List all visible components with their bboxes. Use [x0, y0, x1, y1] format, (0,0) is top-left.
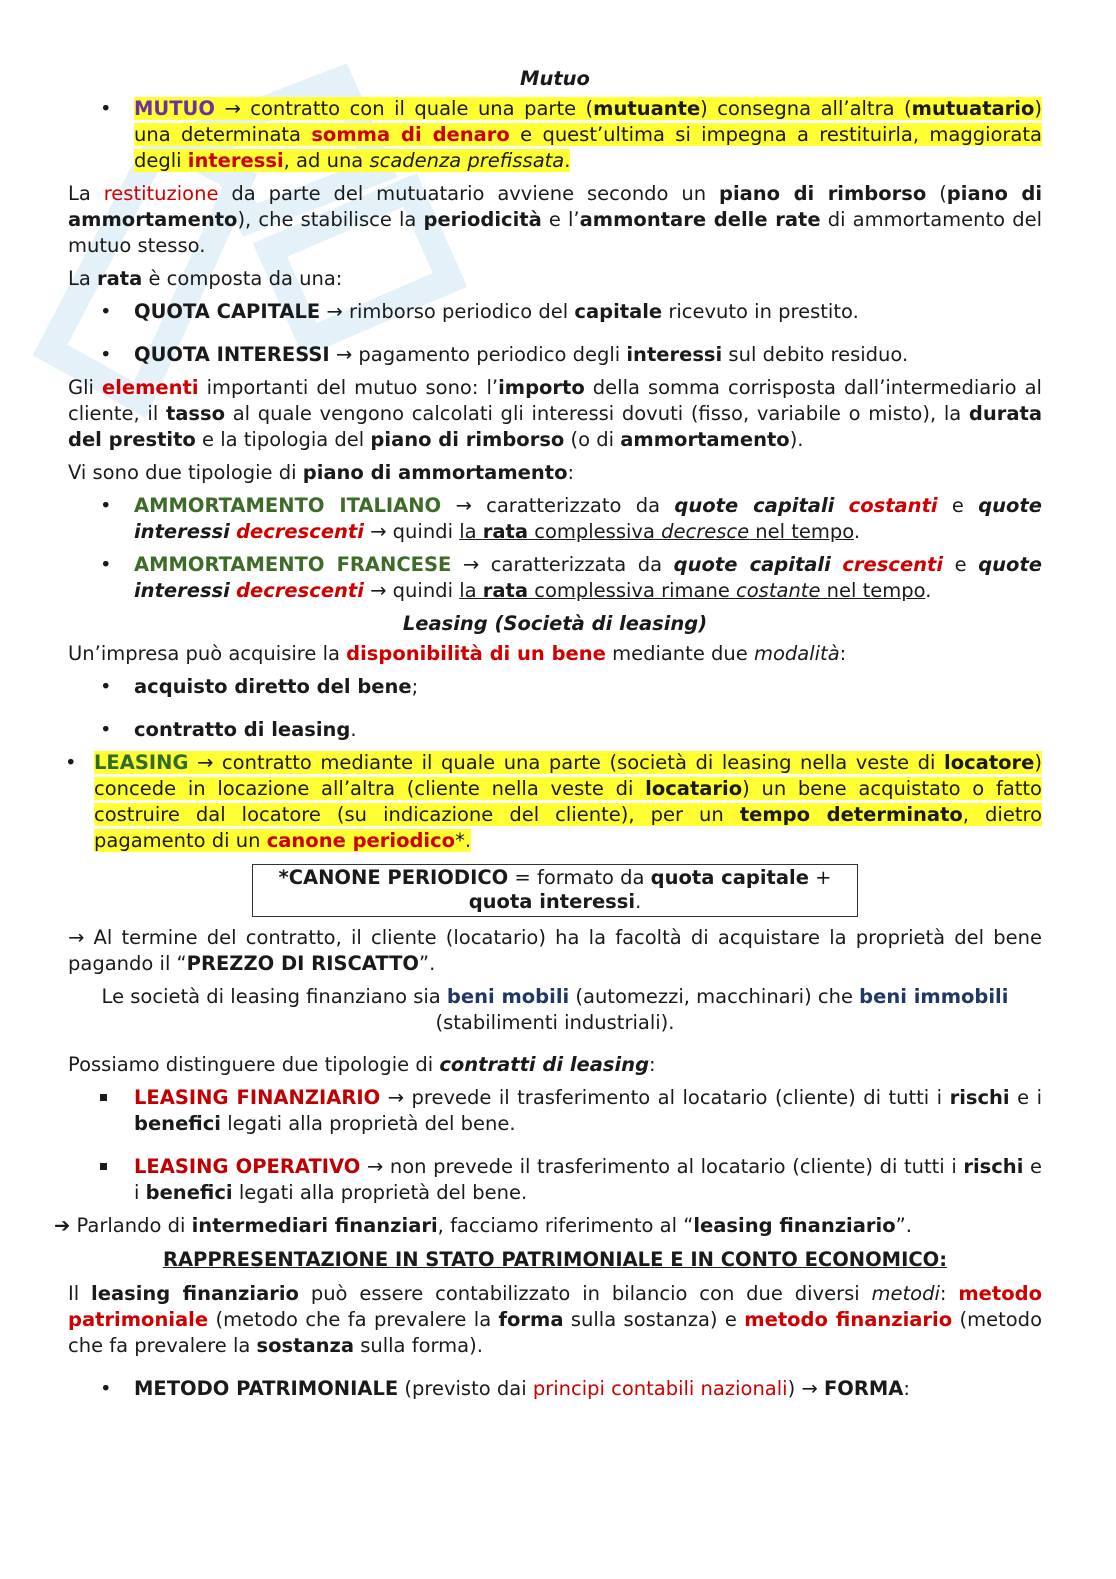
paragraph-contabilizzazione: Il leasing finanziario può essere contabilizzato in bilancio con due diversi metodi: metodo patrimoniale (metodo che fa prevalere la forma sulla sostanza) e metodo finanziario (metodo che fa prevalere la sostanza sulla forma).	[68, 1282, 1042, 1357]
canone-periodico-box: *CANONE PERIODICO = formato da quota capitale + quota interessi.	[252, 864, 858, 917]
square-bullet-icon	[100, 1163, 107, 1170]
paragraph-impresa: Un’impresa può acquisire la disponibilità di un bene mediante due modalità:	[68, 642, 847, 665]
bullet-icon: •	[100, 553, 112, 576]
square-bullet-icon	[100, 1094, 107, 1101]
arrow-icon: ➔	[54, 1214, 71, 1237]
mutuo-definition: • MUTUO → contratto con il quale una parte (mutuante) consegna all’altra (mutuatario) una determinata somma di denaro e quest’ultima si impegna a restituirla, maggiorata degli interessi, ad una scadenza prefissata.	[100, 97, 1042, 172]
list-item-acquisto-diretto: • acquisto diretto del bene;	[100, 675, 419, 698]
heading-mutuo: Mutuo	[520, 67, 590, 90]
list-item-ammortamento-italiano: • AMMORTAMENTO ITALIANO → caratterizzato da quote capitali costanti e quote interessi decrescenti → quindi la rata complessiva decresce nel tempo.	[100, 494, 1042, 543]
bullet-icon: •	[100, 494, 112, 517]
bullet-icon: •	[100, 718, 112, 741]
paragraph-elementi: Gli elementi importanti del mutuo sono: l’importo della somma corrisposta dall’intermediario al cliente, il tasso al quale vengono calcolati gli interessi dovuti (fisso, variabile o misto), la durata del prestito e la tipologia del piano di rimborso (o di ammortamento).	[68, 376, 1042, 451]
bullet-icon: •	[100, 1377, 112, 1400]
bullet-icon: •	[100, 675, 112, 698]
list-item-contratto-leasing: • contratto di leasing.	[100, 718, 357, 741]
list-item-leasing-operativo: LEASING OPERATIVO → non prevede il trasferimento al locatario (cliente) di tutti i rischi e i benefici legati alla proprietà del bene.	[68, 1154, 1042, 1206]
leasing-definition: • LEASING → contratto mediante il quale una parte (società di leasing nella veste di locatore) concede in locazione all’altra (cliente nella veste di locatario) un bene acquistato o fatto costruire dal locatore (su indicazione del cliente), per un tempo determinato, dietro pagamento di un canone periodico*.	[65, 751, 1043, 852]
list-item-ammortamento-francese: • AMMORTAMENTO FRANCESE → caratterizzata da quote capitali crescenti e quote interessi decrescenti → quindi la rata complessiva rimane costante nel tempo.	[100, 553, 1042, 602]
paragraph-intermediari: ➔ Parlando di intermediari finanziari, facciamo riferimento al “leasing finanziario”.	[54, 1214, 912, 1237]
bullet-icon: •	[100, 300, 112, 323]
paragraph-rata: La rata è composta da una:	[68, 267, 343, 290]
list-item-leasing-finanziario: LEASING FINANZIARIO → prevede il trasferimento al locatario (cliente) di tutti i rischi e i benefici legati alla proprietà del bene.	[68, 1085, 1042, 1137]
document-page	[54, 62, 1043, 1409]
paragraph-tipologie: Vi sono due tipologie di piano di ammortamento:	[68, 461, 575, 484]
list-item-quota-interessi: • QUOTA INTERESSI → pagamento periodico degli interessi sul debito residuo.	[100, 343, 909, 366]
bullet-icon: •	[100, 97, 112, 120]
bullet-icon: •	[65, 751, 77, 774]
paragraph-restituzione: La restituzione da parte del mutuatario avviene secondo un piano di rimborso (piano di ammortamento), che stabilisce la periodicità e l’ammontare delle rate di ammortamento del mutuo stesso.	[68, 182, 1043, 257]
heading-leasing: Leasing (Società di leasing)	[402, 612, 708, 635]
list-item-metodo-patrimoniale: • METODO PATRIMONIALE (previsto dai principi contabili nazionali) → FORMA:	[100, 1377, 910, 1400]
paragraph-termine-contratto: → Al termine del contratto, il cliente (locatario) ha la facoltà di acquistare la proprietà del bene pagando il “PREZZO DI RISCATTO”.	[68, 926, 1042, 975]
bullet-icon: •	[100, 343, 112, 366]
list-item-quota-capitale: • QUOTA CAPITALE → rimborso periodico del capitale ricevuto in prestito.	[100, 300, 859, 323]
paragraph-societa-leasing: Le società di leasing finanziano sia beni mobili (automezzi, macchinari) che beni immobili (stabilimenti industriali).	[101, 985, 1009, 1034]
paragraph-contratti-leasing: Possiamo distinguere due tipologie di contratti di leasing:	[68, 1053, 656, 1076]
heading-rappresentazione: RAPPRESENTAZIONE IN STATO PATRIMONIALE E IN CONTO ECONOMICO:	[162, 1248, 948, 1271]
